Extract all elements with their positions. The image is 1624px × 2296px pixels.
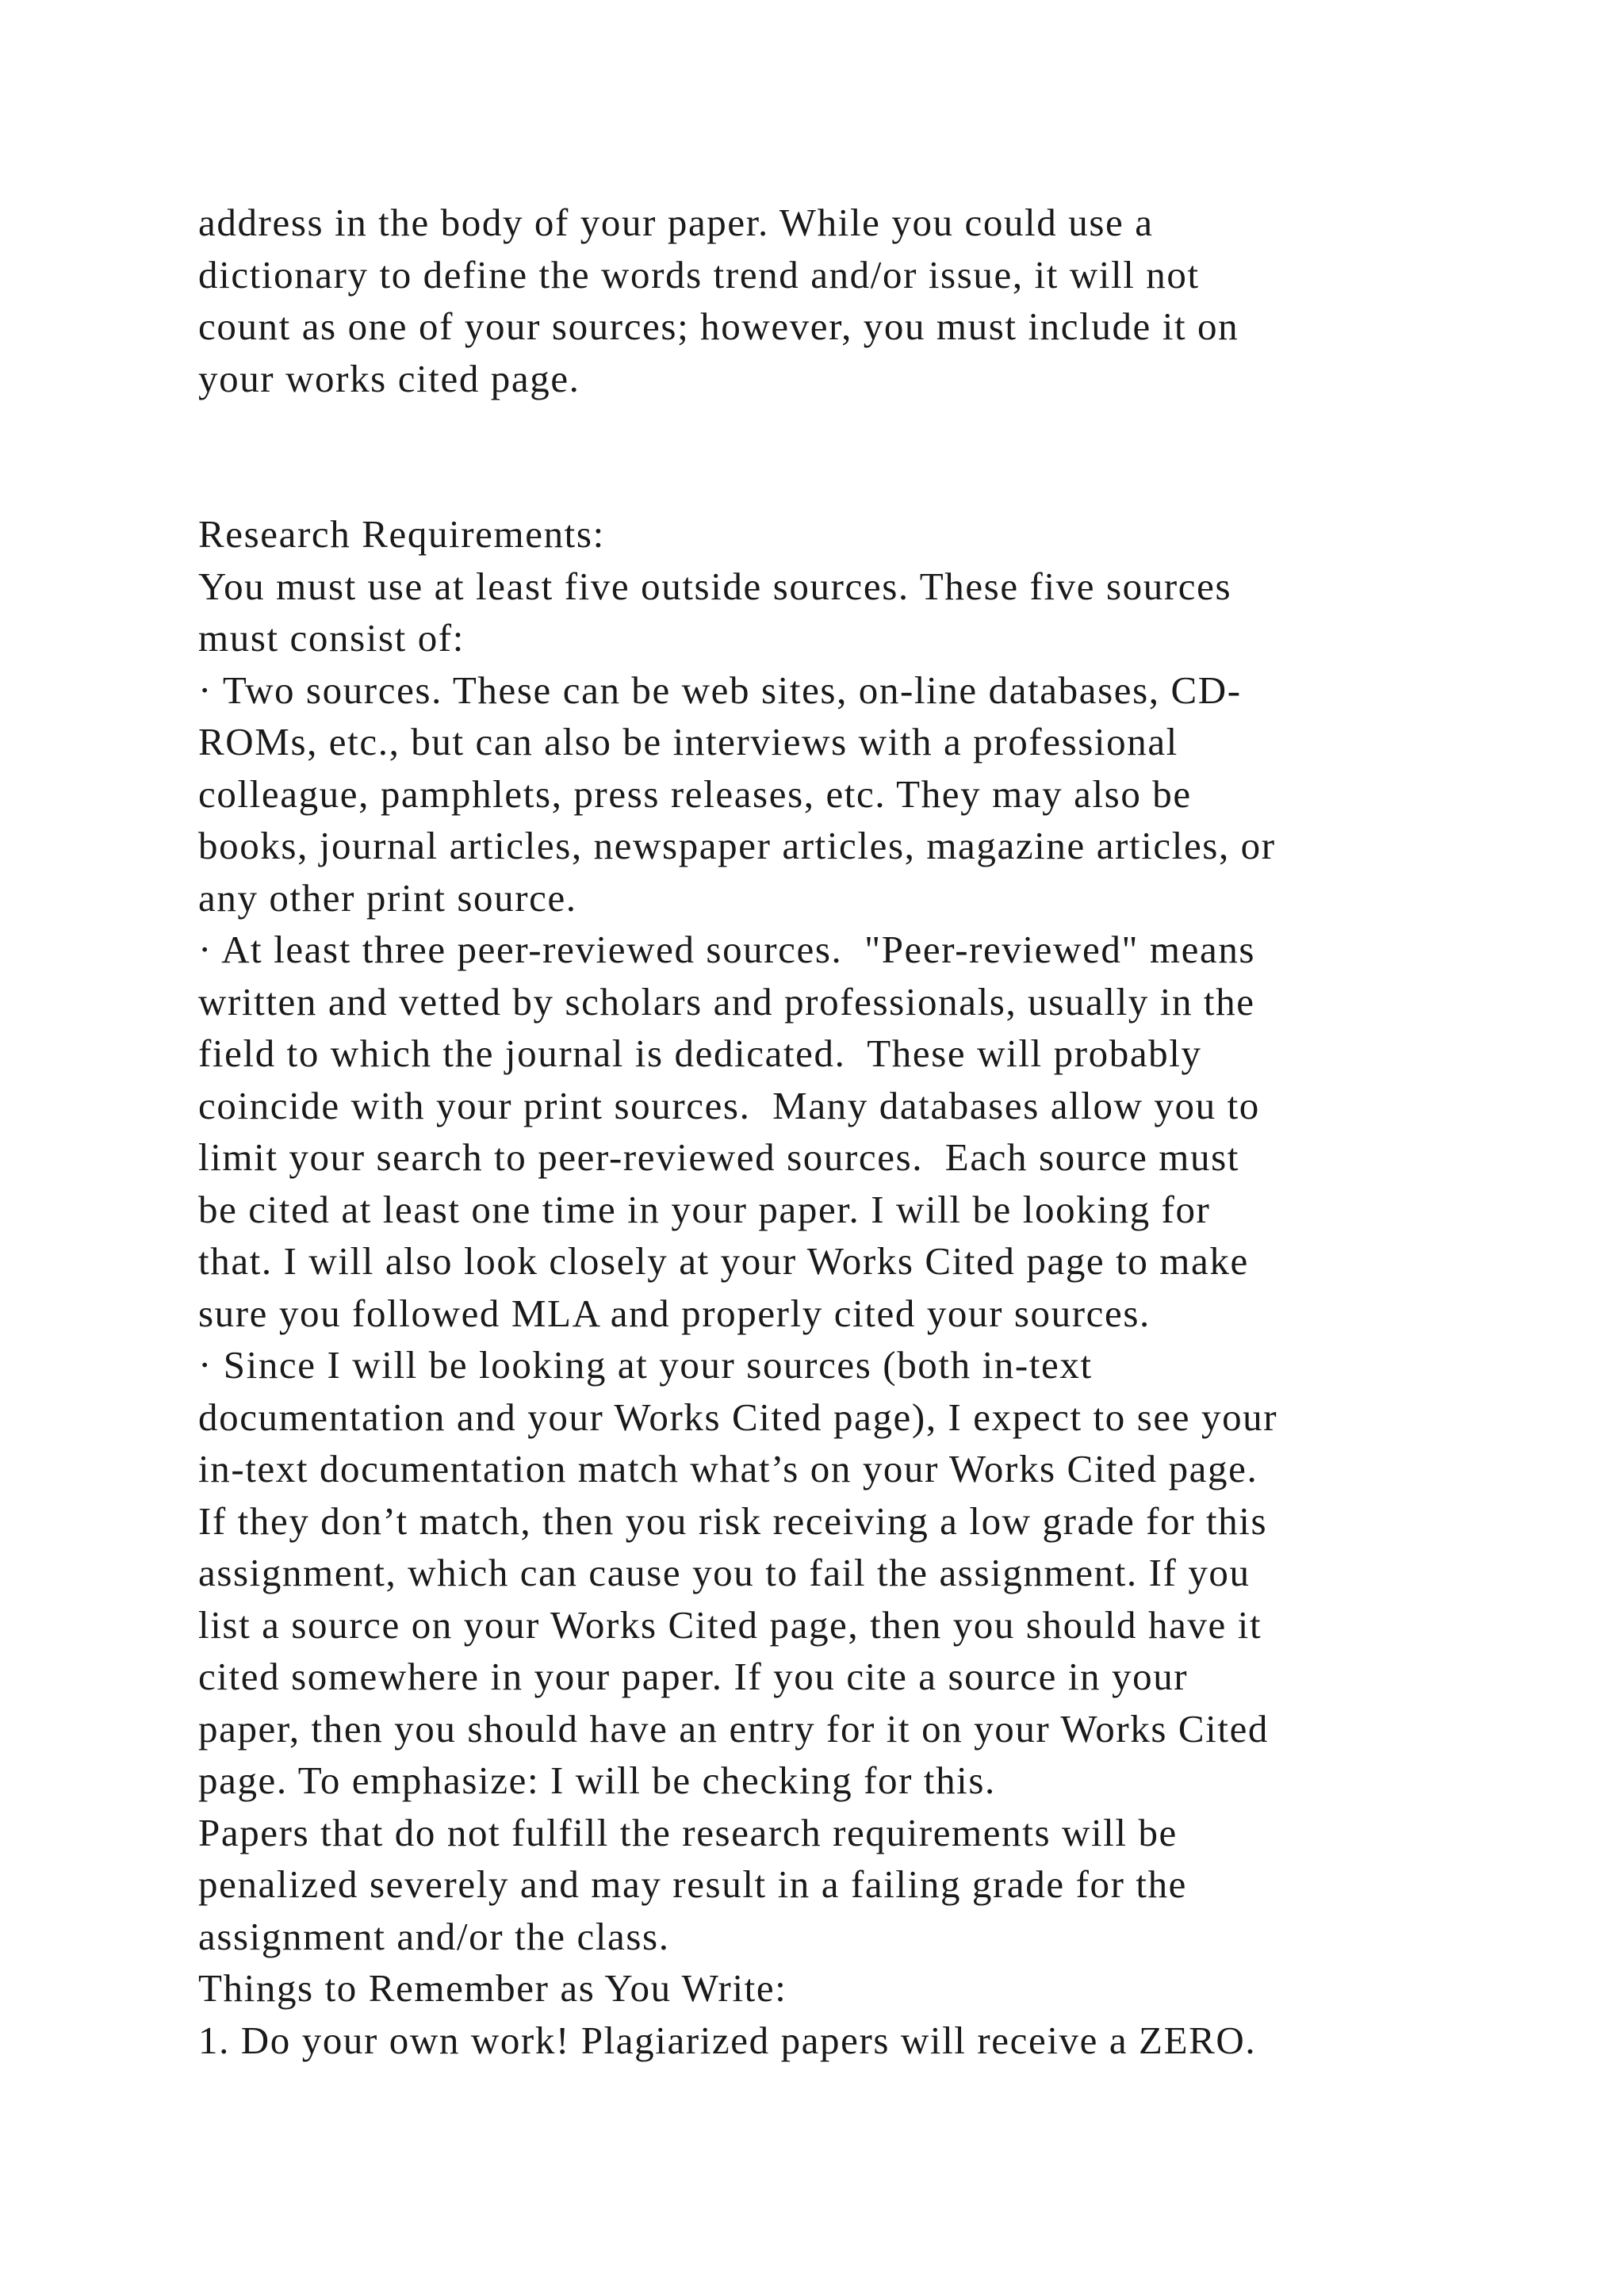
body-line: sure you followed MLA and properly cited your sources. bbox=[198, 1291, 1151, 1335]
body-line: must consist of: bbox=[198, 616, 465, 660]
body-line: documentation and your Works Cited page), I expect to see your bbox=[198, 1395, 1278, 1439]
numbered-item: 1. Do your own work! Plagiarized papers will receive a ZERO. bbox=[198, 2018, 1257, 2062]
body-line: that. I will also look closely at your Works Cited page to make bbox=[198, 1239, 1249, 1283]
body-line: field to which the journal is dedicated. These will probably bbox=[198, 1031, 1202, 1075]
intro-line: address in the body of your paper. While you could use a bbox=[198, 201, 1154, 244]
body-line: assignment, which can cause you to fail the assignment. If you bbox=[198, 1551, 1251, 1594]
body-line: ROMs, etc., but can also be interviews with a professional bbox=[198, 720, 1178, 763]
intro-line: count as one of your sources; however, you must include it on bbox=[198, 304, 1239, 348]
body-line: colleague, pamphlets, press releases, etc. They may also be bbox=[198, 771, 1192, 816]
body-line: Papers that do not fulfill the research requirements will be bbox=[198, 1810, 1178, 1854]
body-line: You must use at least five outside sources. These five sources bbox=[198, 564, 1232, 608]
intro-line: dictionary to define the words trend and/or issue, it will not bbox=[198, 252, 1200, 297]
paragraph-spacer bbox=[198, 404, 1435, 508]
document-text bbox=[198, 197, 1435, 2066]
bullet-line: · At least three peer-reviewed sources. "Peer-reviewed" means bbox=[198, 928, 1256, 971]
body-line: If they don’t match, then you risk receiving a low grade for this bbox=[198, 1498, 1268, 1543]
section-heading-things-to-remember: Things to Remember as You Write: bbox=[198, 1966, 787, 2010]
bullet-line: · Two sources. These can be web sites, on-line databases, CD- bbox=[198, 668, 1242, 712]
body-line: list a source on your Works Cited page, then you should have it bbox=[198, 1602, 1262, 1647]
body-line: any other print source. bbox=[198, 875, 577, 920]
body-line: penalized severely and may result in a failing grade for the bbox=[198, 1862, 1188, 1906]
body-line: be cited at least one time in your paper. I will be looking for bbox=[198, 1187, 1211, 1231]
body-line: page. To emphasize: I will be checking for this. bbox=[198, 1758, 996, 1802]
body-line: cited somewhere in your paper. If you cite a source in your bbox=[198, 1655, 1189, 1698]
body-line: in-text documentation match what’s on your Works Cited page. bbox=[198, 1447, 1258, 1490]
bullet-line: · Since I will be looking at your sources (both in-text bbox=[198, 1343, 1093, 1387]
body-line: limit your search to peer-reviewed sources. Each source must bbox=[198, 1135, 1240, 1179]
body-line: paper, then you should have an entry for it on your Works Cited bbox=[198, 1706, 1270, 1751]
section-heading-research-requirements: Research Requirements: bbox=[198, 512, 605, 556]
body-line: assignment and/or the class. bbox=[198, 1914, 670, 1958]
body-line: written and vetted by scholars and professionals, usually in the bbox=[198, 979, 1255, 1024]
body-line: coincide with your print sources. Many databases allow you to bbox=[198, 1083, 1260, 1127]
body-line: books, journal articles, newspaper articles, magazine articles, or bbox=[198, 824, 1276, 867]
intro-line: your works cited page. bbox=[198, 356, 580, 400]
